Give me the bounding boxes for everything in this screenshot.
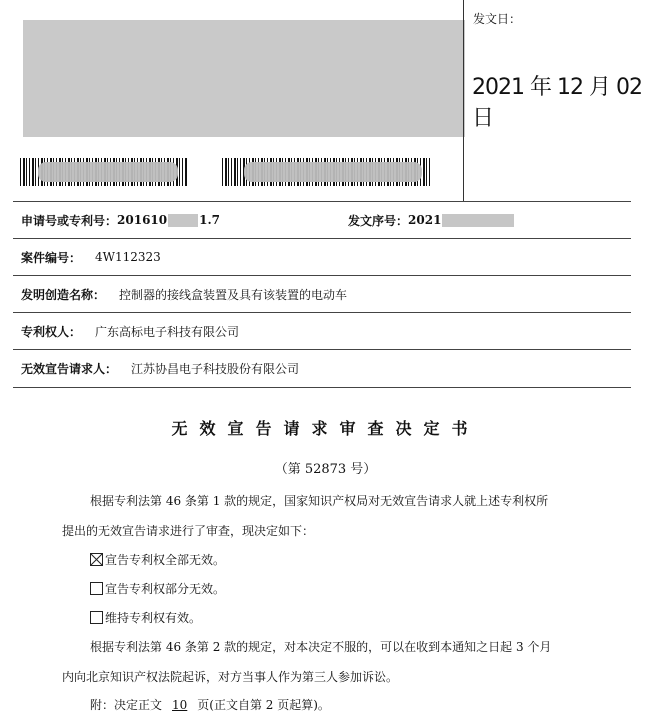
attach-prefix: 附：决定正文 <box>90 698 163 712</box>
para1-line1: 根据专利法第 46 条第 1 款的规定，国家知识产权局对无效宣告请求人就上述专利权所 <box>90 494 549 508</box>
attachment-line <box>62 690 602 720</box>
requester-row <box>13 349 631 388</box>
header-divider <box>463 0 464 201</box>
unchecked-box-icon <box>90 582 103 595</box>
decision-number: （第 52873 号） <box>274 462 377 477</box>
serial-prefix: 2021 <box>408 213 442 227</box>
info-fields <box>13 201 631 388</box>
application-number-row <box>13 201 631 238</box>
requester-label: 无效宣告请求人： <box>21 362 118 376</box>
redacted-address-block <box>23 20 465 137</box>
option-2-label: 宣告专利权部分无效。 <box>105 582 226 596</box>
document-title: 无效宣告请求审查决定书 <box>171 419 480 438</box>
app-no-label: 申请号或专利号： <box>21 213 118 228</box>
option-invalidate-partial <box>90 580 225 597</box>
serial-label: 发文序号： <box>348 213 409 228</box>
decision-paragraph-1 <box>62 486 602 546</box>
decision-paragraph-2 <box>62 632 602 692</box>
patentee-value: 广东高标电子科技有限公司 <box>95 324 240 339</box>
patentee-label: 专利权人： <box>21 324 82 339</box>
requester-value: 江苏协昌电子科技股份有限公司 <box>131 362 300 376</box>
option-maintain-valid <box>90 609 201 626</box>
date-value: 2021 年 12 月 02 日 <box>472 75 642 131</box>
barcode-right <box>222 158 432 186</box>
barcode-left <box>20 158 188 186</box>
case-number-row <box>13 238 631 275</box>
attach-pages: 10 <box>172 698 188 712</box>
case-value: 4W112323 <box>95 250 161 264</box>
unchecked-box-icon <box>90 611 103 624</box>
checked-box-icon <box>90 553 103 566</box>
invention-label: 发明创造名称： <box>21 287 106 302</box>
app-no-redaction <box>168 214 198 227</box>
invention-value: 控制器的接线盒装置及具有该装置的电动车 <box>119 287 348 302</box>
para2-line1: 根据专利法第 46 条第 2 款的规定，对本决定不服的，可以在收到本通知之日起 3 个月 <box>90 640 552 654</box>
attach-suffix: 页(正文自第 2 页起算)。 <box>197 698 330 712</box>
date-label: 发文日： <box>473 12 522 26</box>
option-3-label: 维持专利权有效。 <box>105 611 202 625</box>
invention-name-row <box>13 275 631 312</box>
option-invalidate-all <box>90 551 225 568</box>
para1-line2: 提出的无效宣告请求进行了审查，现决定如下： <box>62 524 315 538</box>
patentee-row <box>13 312 631 349</box>
serial-redaction <box>442 214 514 227</box>
app-no-suffix: 1.7 <box>199 213 221 227</box>
app-no-prefix: 201610 <box>117 213 168 227</box>
para2-line2: 内向北京知识产权法院起诉，对方当事人作为第三人参加诉讼。 <box>62 670 399 684</box>
option-1-label: 宣告专利权全部无效。 <box>105 553 226 567</box>
case-label: 案件编号： <box>21 250 82 265</box>
